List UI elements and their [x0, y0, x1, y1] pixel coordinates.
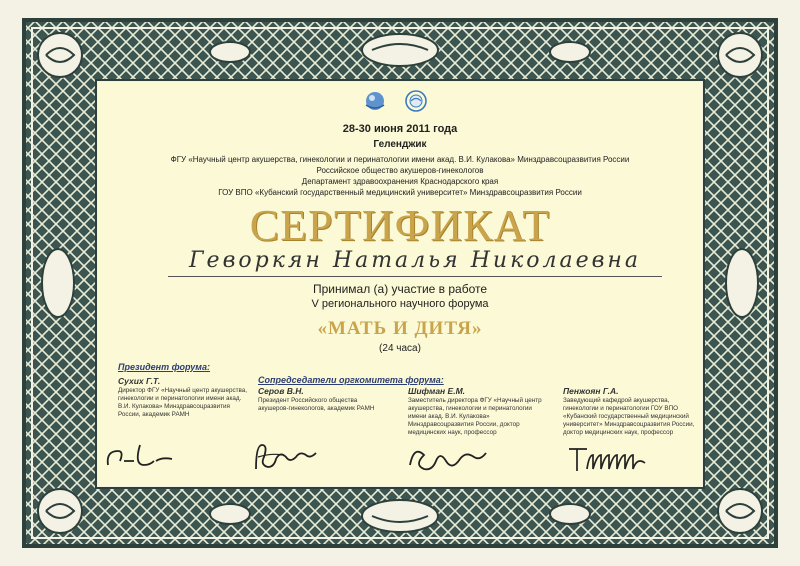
signatory	[258, 386, 386, 413]
organizer-line: ГОУ ВПО «Кубанский государственный медицинский университет» Минздравсоцразвития России	[218, 188, 582, 197]
signatory	[408, 386, 550, 437]
signatory-title: Заведующий кафедрой акушерства, гинекологии и перинатологии ГОУ ВПО «Кубанский государственный медицинский университет» Минздравсоцразвития России, доктор медицинских наук, профессор	[563, 397, 695, 436]
society-logo-icon	[406, 91, 426, 111]
cochairs-header: Сопредседатели оргкомитета форума:	[258, 375, 444, 385]
president-header: Президент форума:	[118, 362, 210, 372]
forum-name: V регионального научного форума	[311, 298, 489, 310]
event-date: 28-30 июня 2011 года	[342, 123, 458, 135]
signature-penzhoyan	[565, 435, 670, 479]
signatory-title: Президент Российского общества акушеров-гинекологов, академик РАМН	[258, 397, 375, 412]
signature-serov	[250, 435, 330, 479]
organizer-line: Российское общество акушеров-гинекологов	[316, 166, 484, 175]
globe-logo-icon	[366, 92, 384, 110]
signatory-name: Шифман Е.М.	[408, 386, 466, 396]
signature-sukhikh	[100, 435, 180, 479]
organizer-line: ФГУ «Научный центр акушерства, гинекологии и перинатологии имени акад. В.И. Кулакова» Минздравсоцразвития России	[170, 155, 630, 164]
signature-shifman	[402, 435, 492, 479]
signatory-name: Пенжоян Г.А.	[563, 386, 619, 396]
event-city: Геленджик	[373, 139, 427, 150]
forum-hours: (24 часа)	[379, 343, 421, 354]
forum-title: «МАТЬ И ДИТЯ»	[317, 318, 483, 339]
signatory-title: Заместитель директора ФГУ «Научный центр акушерства, гинекологии и перинатологии имени акад. В.И. Кулакова» Минздравсоцразвития России, доктор медицинских наук, профессор	[408, 397, 542, 436]
signatory-name: Сухих Г.Т.	[118, 376, 161, 386]
recipient-name: Геворкян Наталья Николаевна	[188, 248, 642, 273]
signatory-title: Директор ФГУ «Научный центр акушерства, гинекологии и перинатологии имени акад. В.И. Кулакова» Минздравсоцразвития России, академик РАМН	[118, 387, 248, 418]
certificate-title: СЕРТИФИКАТ	[249, 201, 551, 250]
organizer-line: Департамент здравоохранения Краснодарского края	[301, 177, 499, 186]
signatory	[563, 386, 698, 437]
participation-text: Принимал (а) участие в работе	[312, 282, 488, 296]
signatory	[118, 376, 248, 419]
signatory-name: Серов В.Н.	[258, 386, 304, 396]
name-underline	[168, 276, 662, 277]
forum-logos	[360, 88, 440, 114]
